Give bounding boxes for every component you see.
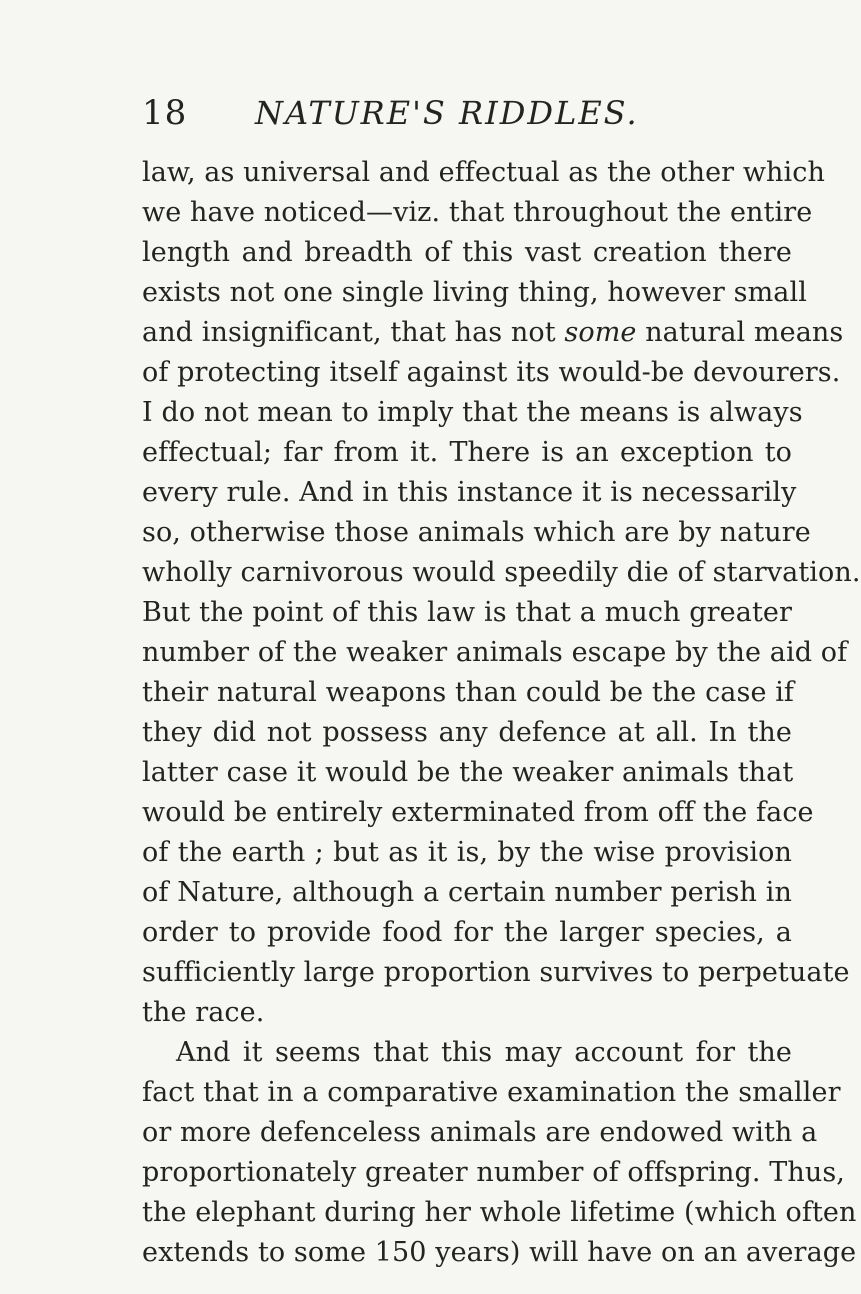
text-line: of Nature, although a certain number perish in — [142, 877, 792, 908]
text-line: order to provide food for the larger species, a — [142, 917, 792, 948]
text-line: And it seems that this may account for the — [176, 1037, 792, 1068]
text-line: the race. — [142, 997, 265, 1028]
text-line: sufficiently large proportion survives to perpetuate — [142, 957, 850, 988]
text-line: length and breadth of this vast creation there — [142, 237, 792, 268]
text-line: every rule. And in this instance it is necessarily — [142, 477, 797, 508]
text-fragment: natural means — [645, 317, 844, 348]
text-line: wholly carnivorous would speedily die of starvation. — [142, 557, 861, 588]
text-line: extends to some 150 years) will have on an average — [142, 1237, 857, 1268]
text-line: they did not possess any defence at all. In the — [142, 717, 792, 748]
text-line: their natural weapons than could be the case if — [142, 677, 795, 708]
text-line: the elephant during her whole lifetime (which often — [142, 1197, 857, 1228]
text-line: law, as universal and effectual as the other which — [142, 157, 825, 188]
text-line: would be entirely exterminated from off the face — [142, 797, 814, 828]
body-text — [142, 153, 861, 1273]
text-line: number of the weaker animals escape by the aid of — [142, 637, 848, 668]
text-line: of protecting itself against its would-be devourers. — [142, 357, 841, 388]
text-line — [142, 313, 844, 353]
text-fragment: and insignificant, that has not — [142, 317, 556, 348]
running-title: NATURE'S RIDDLES. — [255, 94, 639, 132]
text-line: effectual; far from it. There is an exception to — [142, 437, 792, 468]
text-line: fact that in a comparative examination the smaller — [142, 1077, 841, 1108]
text-line: or more defenceless animals are endowed with a — [142, 1117, 818, 1148]
page-header — [142, 92, 792, 142]
text-line: I do not mean to imply that the means is always — [142, 397, 803, 428]
text-line: But the point of this law is that a much greater — [142, 597, 792, 628]
text-line: of the earth ; but as it is, by the wise provision — [142, 837, 792, 868]
text-line: so, otherwise those animals which are by nature — [142, 517, 811, 548]
text-line: proportionately greater number of offspring. Thus, — [142, 1157, 845, 1188]
emphasized-word: some — [564, 317, 637, 348]
page-number: 18 — [142, 93, 188, 133]
text-line: exists not one single living thing, however small — [142, 277, 807, 308]
text-line: latter case it would be the weaker animals that — [142, 757, 794, 788]
text-line: we have noticed—viz. that throughout the entire — [142, 197, 813, 228]
